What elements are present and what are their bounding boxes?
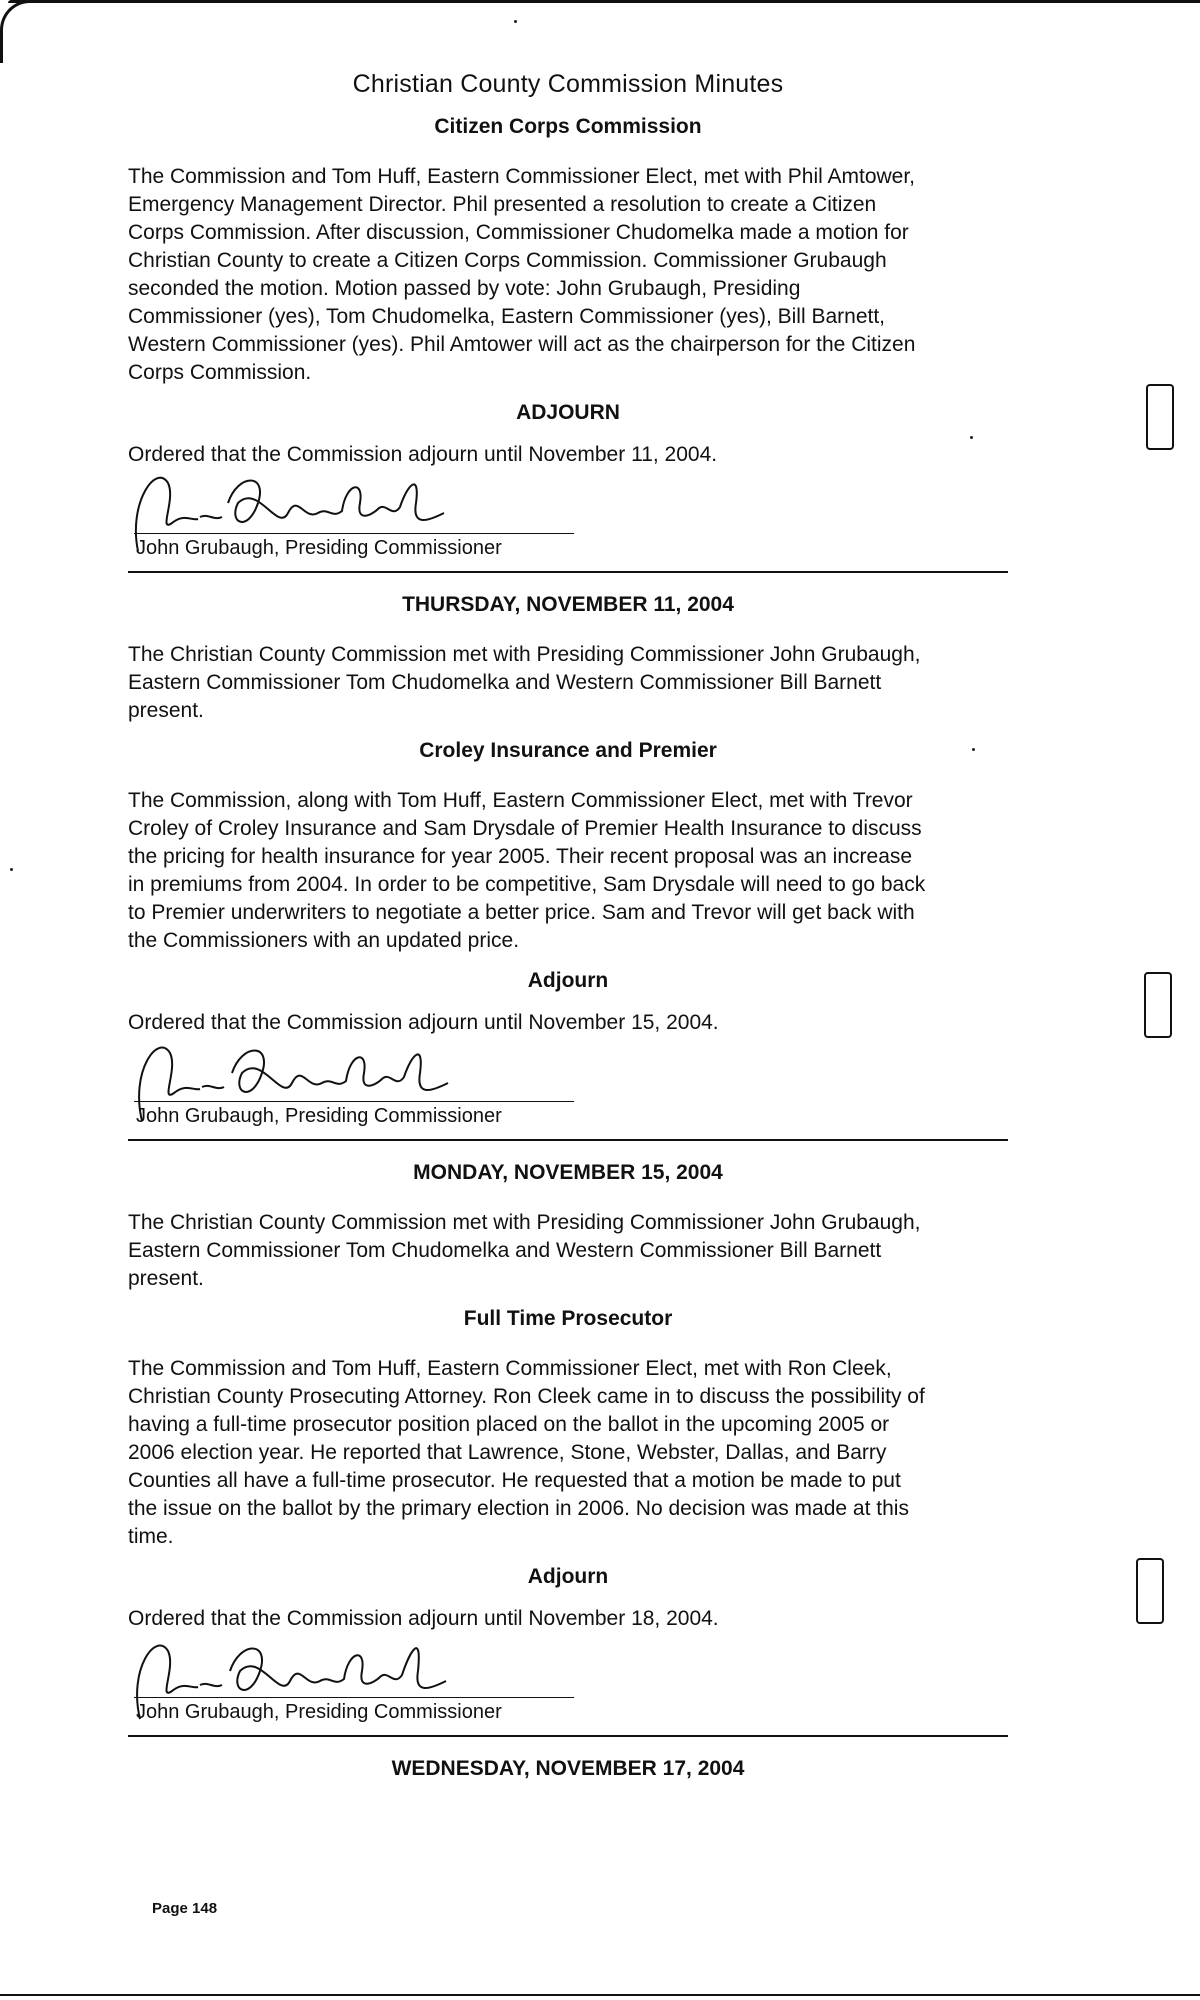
scan-speck bbox=[10, 868, 13, 871]
section-heading: Full Time Prosecutor bbox=[463, 1307, 673, 1330]
document-title: Christian County Commission Minutes bbox=[352, 70, 784, 98]
section-divider bbox=[128, 1139, 1008, 1141]
attendance-paragraph: The Christian County Commission met with Presiding Commissioner John Grubaugh, Eastern Commissioner Tom Chudomelka and Western Commissioner Bill Barnett present. bbox=[128, 1211, 921, 1290]
adjourn-heading: Adjourn bbox=[527, 1565, 609, 1588]
signature-line bbox=[134, 533, 574, 534]
adjourn-heading: ADJOURN bbox=[516, 401, 620, 424]
page-corner-edge bbox=[0, 0, 33, 63]
page-top-edge bbox=[8, 0, 1200, 3]
attendance-paragraph: The Christian County Commission met with Presiding Commissioner John Grubaugh, Eastern Commissioner Tom Chudomelka and Western Commissioner Bill Barnett present. bbox=[128, 643, 921, 722]
page-number: Page 148 bbox=[152, 1900, 218, 1917]
scan-speck bbox=[514, 20, 517, 23]
signature-block bbox=[128, 1045, 1008, 1141]
section-paragraph: The Commission and Tom Huff, Eastern Commissioner Elect, met with Phil Amtower, Emergency Management Director. Phil presented a resolution to create a Citizen Corps Commission. After discussion, Commissioner Chudomelka made a motion for Christian County to create a Citizen Corps Commission. Commissioner Grubaugh seconded the motion. Motion passed by vote: John Grubaugh, Presiding Commissioner (yes), Tom Chudomelka, Eastern Commissioner (yes), Bill Barnett, Western Commissioner (yes). Phil Amtower will act as the chairperson for the Citizen Corps Commission. bbox=[128, 165, 916, 384]
meeting-date: THURSDAY, NOVEMBER 11, 2004 bbox=[402, 593, 734, 616]
signature-label: John Grubaugh, Presiding Commissioner bbox=[136, 1105, 502, 1127]
signature-label: John Grubaugh, Presiding Commissioner bbox=[136, 1701, 502, 1723]
margin-binder-mark bbox=[1144, 972, 1172, 1038]
minutes-content bbox=[128, 70, 1008, 1805]
meeting-date: MONDAY, NOVEMBER 15, 2004 bbox=[413, 1161, 723, 1184]
margin-binder-mark bbox=[1146, 384, 1174, 450]
adjourn-order: Ordered that the Commission adjourn until November 15, 2004. bbox=[128, 1011, 719, 1034]
page-bottom-edge bbox=[0, 1994, 1200, 1996]
section-heading: Croley Insurance and Premier bbox=[419, 739, 717, 762]
section-paragraph: The Commission, along with Tom Huff, Eastern Commissioner Elect, met with Trevor Croley of Croley Insurance and Sam Drysdale of Premier Health Insurance to discuss the pricing for health insurance for year 2005. Their recent proposal was an increase in premiums from 2004. In order to be competitive, Sam Drysdale will need to go back to Premier underwriters to negotiate a better price. Sam and Trevor will get back with the Commissioners with an updated price. bbox=[128, 789, 926, 952]
signature-block bbox=[128, 1641, 1008, 1737]
signature-line bbox=[134, 1697, 574, 1698]
signature-line bbox=[134, 1101, 574, 1102]
margin-binder-mark bbox=[1136, 1558, 1164, 1624]
section-heading: Citizen Corps Commission bbox=[434, 115, 702, 138]
section-paragraph: The Commission and Tom Huff, Eastern Commissioner Elect, met with Ron Cleek, Christian County Prosecuting Attorney. Ron Cleek came in to discuss the possibility of having a full-time prosecutor position placed on the ballot in the upcoming 2005 or 2006 election year. He reported that Lawrence, Stone, Webster, Dallas, and Barry Counties all have a full-time prosecutor. He requested that a motion be made to put the issue on the ballot by the primary election in 2006. No decision was made at this time. bbox=[128, 1357, 925, 1548]
section-divider bbox=[128, 571, 1008, 573]
adjourn-order: Ordered that the Commission adjourn until November 11, 2004. bbox=[128, 443, 718, 466]
signature-block bbox=[128, 477, 1008, 573]
signature-label: John Grubaugh, Presiding Commissioner bbox=[136, 537, 502, 559]
meeting-date: WEDNESDAY, NOVEMBER 17, 2004 bbox=[391, 1757, 745, 1780]
section-divider bbox=[128, 1735, 1008, 1737]
adjourn-heading: Adjourn bbox=[527, 969, 609, 992]
adjourn-order: Ordered that the Commission adjourn until November 18, 2004. bbox=[128, 1607, 719, 1630]
